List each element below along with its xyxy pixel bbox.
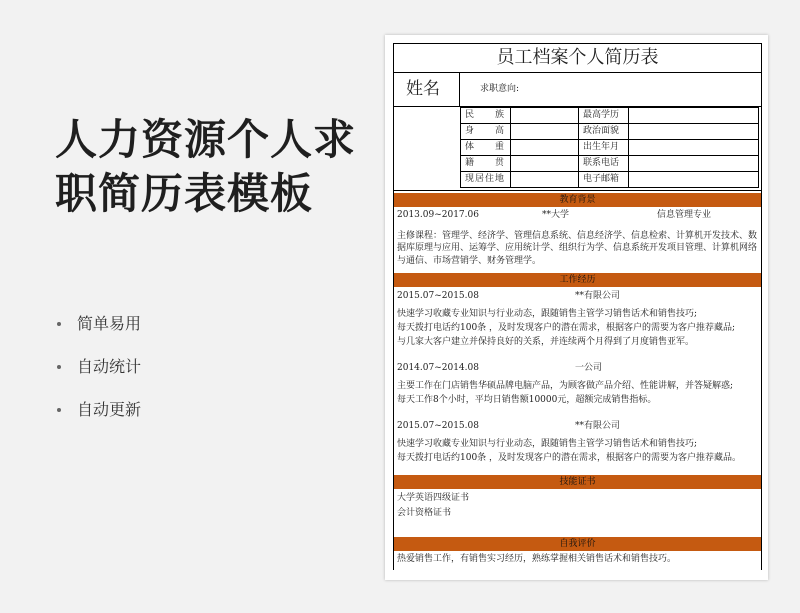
certs-section xyxy=(394,489,761,525)
education-header: 教育背景 xyxy=(394,193,761,207)
info-value xyxy=(629,108,759,124)
education-section xyxy=(394,207,761,271)
name-label: 姓名 xyxy=(394,73,460,106)
self-eval-section xyxy=(394,551,761,570)
job-company: **有限公司 xyxy=(575,291,621,301)
info-label: 籍 贯 xyxy=(461,156,511,172)
cert-item: 会计资格证书 xyxy=(397,508,452,518)
info-value xyxy=(511,172,579,188)
info-value xyxy=(511,140,579,156)
personal-info xyxy=(394,107,761,191)
job-date: 2014.07~2014.08 xyxy=(397,363,479,373)
info-row xyxy=(461,140,759,156)
job-line: 快速学习收藏专业知识与行业动态，跟随销售主管学习销售话术和销售技巧; xyxy=(397,439,698,449)
feature-item: 简单易用 xyxy=(55,312,141,355)
job-date: 2015.07~2015.08 xyxy=(397,421,479,431)
info-label: 出生年月 xyxy=(579,140,629,156)
feature-list xyxy=(55,312,141,441)
job-company: **有限公司 xyxy=(575,421,621,431)
info-row xyxy=(461,108,759,124)
job-company: 一公司 xyxy=(575,363,603,373)
info-label: 联系电话 xyxy=(579,156,629,172)
education-date: 2013.09~2017.06 xyxy=(397,210,479,220)
education-row xyxy=(397,209,758,222)
info-value xyxy=(511,124,579,140)
info-label: 民 族 xyxy=(461,108,511,124)
job-line: 每天工作8个小时，平均日销售额10000元，超额完成销售指标。 xyxy=(397,395,657,405)
info-value xyxy=(511,156,579,172)
job-entry xyxy=(394,287,761,349)
name-row xyxy=(394,73,761,107)
promo-headline: 人力资源个人求职简历表模板 xyxy=(55,115,357,218)
info-label: 体 重 xyxy=(461,140,511,156)
info-value xyxy=(629,156,759,172)
resume-title: 员工档案个人简历表 xyxy=(394,44,761,73)
work-header: 工作经历 xyxy=(394,273,761,287)
cert-item: 大学英语四级证书 xyxy=(397,493,470,503)
education-school: **大学 xyxy=(542,210,570,220)
info-label: 现居住地 xyxy=(461,172,511,188)
info-label: 最高学历 xyxy=(579,108,629,124)
job-line: 快速学习收藏专业知识与行业动态，跟随销售主管学习销售话术和销售技巧; xyxy=(397,309,698,319)
job-entry xyxy=(394,419,761,465)
resume-preview xyxy=(385,35,768,580)
info-value xyxy=(629,172,759,188)
certs-header: 技能证书 xyxy=(394,475,761,489)
job-line: 主要工作在门店销售华硕品牌电脑产品，为顾客做产品介绍、性能讲解，并答疑解惑; xyxy=(397,381,734,391)
info-value xyxy=(511,108,579,124)
job-line: 每天拨打电话约100条 ，及时发现客户的潜在需求，根据客户的需要为客户推荐藏品; xyxy=(397,323,736,333)
feature-item: 自动统计 xyxy=(55,355,141,398)
info-row xyxy=(461,172,759,188)
education-major: 信息管理专业 xyxy=(657,210,712,220)
intent-label: 求职意向: xyxy=(480,84,520,94)
personal-info-table xyxy=(460,107,759,188)
info-label: 电子邮箱 xyxy=(579,172,629,188)
self-eval-text: 热爱销售工作，有销售实习经历，熟练掌握相关销售话术和销售技巧。 xyxy=(397,554,677,564)
info-row xyxy=(461,124,759,140)
resume-sheet xyxy=(393,43,762,570)
info-value xyxy=(629,140,759,156)
self-eval-header: 自我评价 xyxy=(394,537,761,551)
job-entry xyxy=(394,361,761,407)
info-label: 政治面貌 xyxy=(579,124,629,140)
info-label: 身 高 xyxy=(461,124,511,140)
education-courses: 主修课程：管理学、经济学、管理信息系统、信息经济学、信息检索、计算机开发技术、数据库原理与应用、运筹学、应用统计学、组织行为学、信息系统开发项目管理、计算机网络与通信、市场营销学、财务管理学。 xyxy=(397,230,758,266)
info-value xyxy=(629,124,759,140)
job-date: 2015.07~2015.08 xyxy=(397,291,479,301)
job-line: 与几家大客户建立并保持良好的关系，并连续两个月得到了月度销售亚军。 xyxy=(397,337,695,347)
feature-item: 自动更新 xyxy=(55,398,141,441)
job-line: 每天拨打电话约100条 ，及时发现客户的潜在需求，根据客户的需要为客户推荐藏品。 xyxy=(397,453,742,463)
info-row xyxy=(461,156,759,172)
